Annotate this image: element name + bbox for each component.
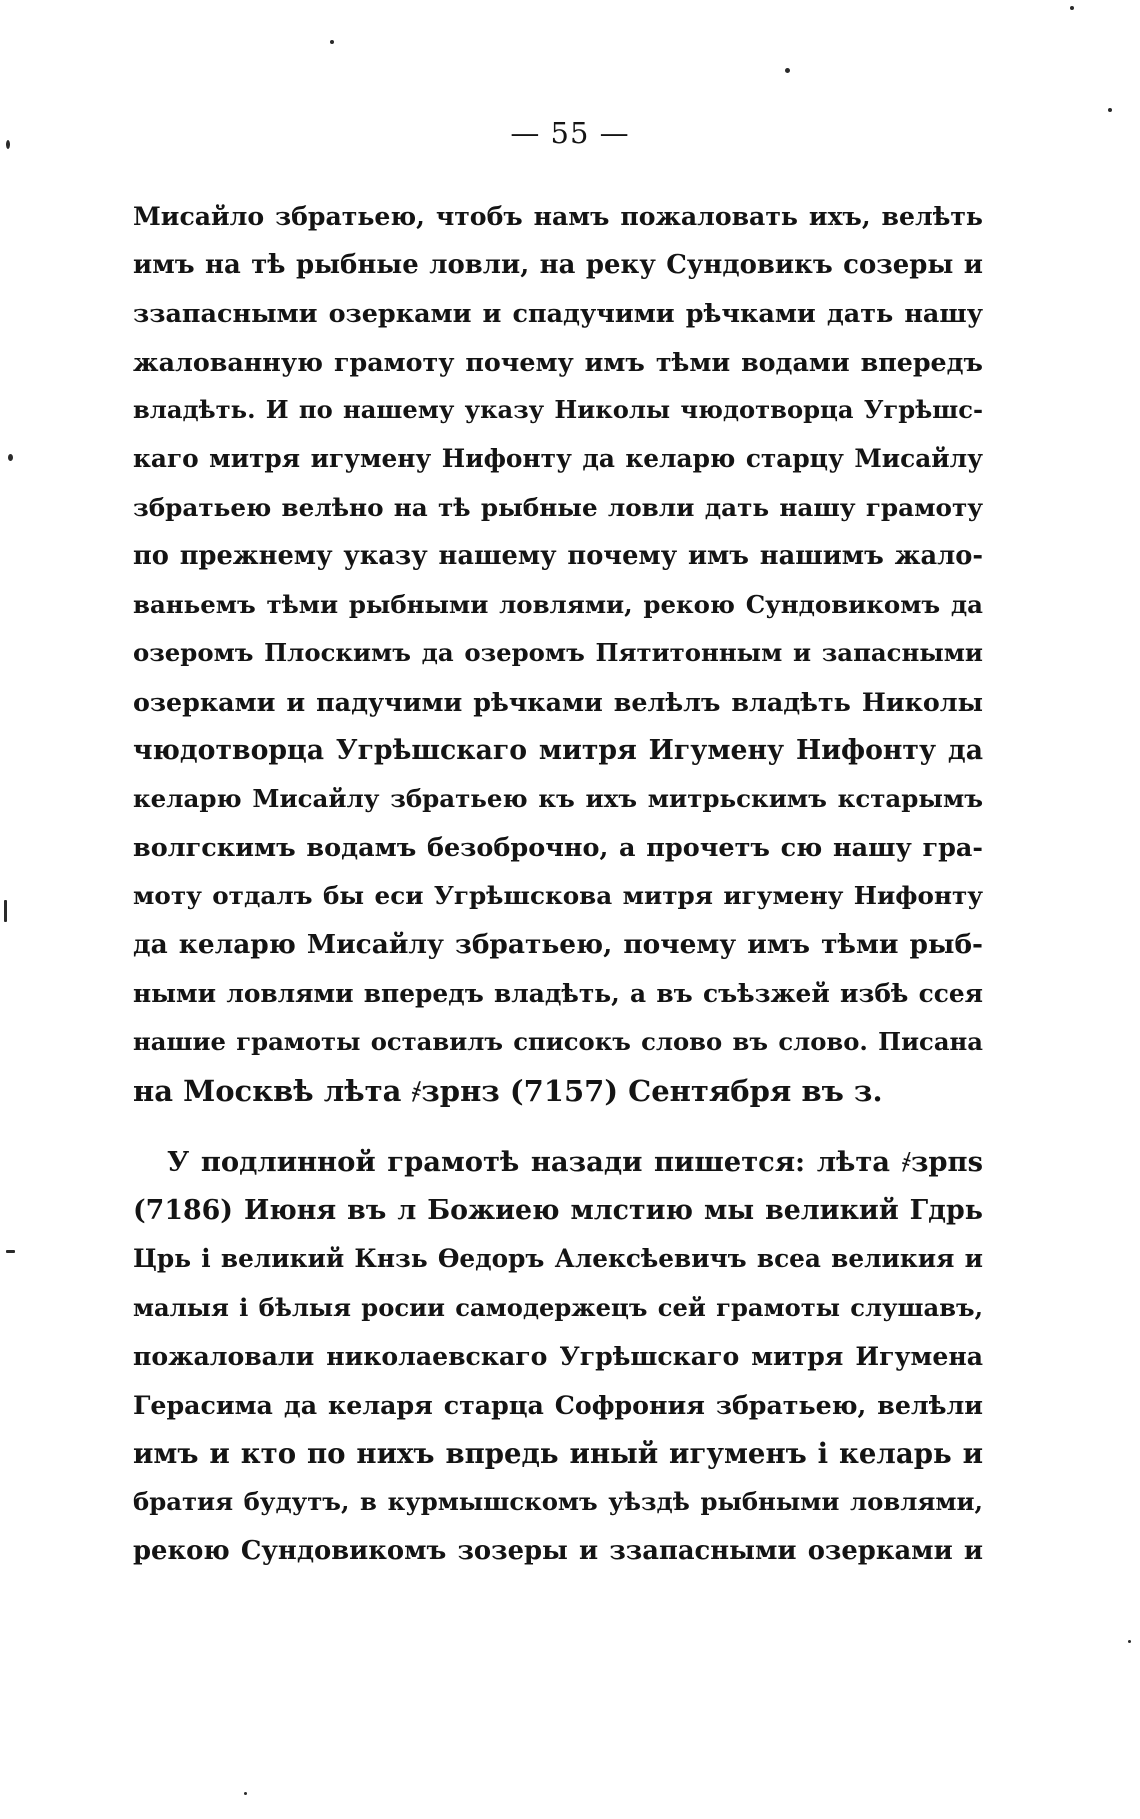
scan-speck xyxy=(330,40,334,44)
text-line: келарю Мисайлу збратьею къ ихъ митрьскимъ кстарымъ xyxy=(133,784,983,814)
text-line: збратьею велѣно на тѣ рыбные ловли дать нашу грамоту xyxy=(133,492,983,522)
text-line: ззапасными озерками и спадучими рѣчками дать нашу xyxy=(133,298,983,329)
text-line: на Москвѣ лѣта ҂зрнз (7157) Сентября въ з. xyxy=(133,1073,883,1108)
page-number: — 55 — xyxy=(510,116,630,150)
text-line: по прежнему указу нашему почему имъ нашимъ жало- xyxy=(133,541,983,572)
text-line: каго митря игумену Нифонту да келарю старцу Мисайлу xyxy=(133,443,983,473)
scan-speck xyxy=(6,1250,15,1253)
text-line: (7186) Июня въ л Божиею млстию мы великий Гдрь xyxy=(133,1194,983,1226)
text-line: Црь і великий Кнзь Ѳедоръ Алексѣевичъ всеа великия и xyxy=(133,1244,983,1274)
text-line: владѣть. И по нашему указу Николы чюдотворца Угрѣшс- xyxy=(133,395,983,425)
text-line: озерками и падучими рѣчками велѣлъ владѣть Николы xyxy=(133,686,983,717)
text-line: пожаловали николаевскаго Угрѣшскаго митря Игумена xyxy=(133,1341,983,1372)
text-line: Герасима да келаря старца Софрония збратьею, велѣли xyxy=(133,1389,983,1420)
scan-speck xyxy=(785,68,790,73)
text-line: Мисайло збратьею, чтобъ намъ пожаловать ихъ, велѣть xyxy=(133,201,983,231)
scan-speck xyxy=(6,140,10,149)
text-line: имъ на тѣ рыбные ловли, на реку Сундовикъ созеры и xyxy=(133,249,983,280)
text-line: волгскимъ водамъ безоброчно, а прочетъ сю нашу гра- xyxy=(133,832,983,863)
text-line: моту отдалъ бы еси Угрѣшскова митря игумену Нифонту xyxy=(133,881,983,911)
text-line: ными ловлями впередъ владѣть, а въ съѣзжей избѣ ссея xyxy=(133,978,983,1008)
text-line: озеромъ Плоскимъ да озеромъ Пятитонным и запасными xyxy=(133,638,983,668)
scan-speck xyxy=(1070,6,1074,10)
paragraph-1 xyxy=(133,192,983,1115)
text-line: ваньемъ тѣми рыбными ловлями, рекою Сундовикомъ да xyxy=(133,589,983,619)
scan-speck xyxy=(4,900,7,922)
scan-speck xyxy=(1128,1640,1131,1643)
text-line: да келарю Мисайлу збратьею, почему имъ тѣми рыб- xyxy=(133,928,983,960)
scan-speck xyxy=(1108,108,1112,112)
paragraph-2 xyxy=(133,1138,983,1575)
scan-speck xyxy=(244,1792,247,1795)
text-line: малыя і бѣлыя росии самодержецъ сей грамоты слушавъ, xyxy=(133,1292,983,1322)
text-line: имъ и кто по нихъ впредь иный игуменъ і келарь и xyxy=(133,1437,983,1470)
text-line: чюдотворца Угрѣшскаго митря Игумену Нифонту да xyxy=(133,734,983,766)
text-line: нашие грамоты оставилъ списокъ слово въ слово. Писана xyxy=(133,1027,983,1057)
scan-speck xyxy=(8,454,13,461)
text-line: жалованную грамоту почему имъ тѣми водами впередъ xyxy=(133,346,983,377)
text-line: рекою Сундовикомъ зозеры и ззапасными озерками и xyxy=(133,1535,983,1566)
text-line: братия будутъ, в курмышскомъ уѣздѣ рыбными ловлями, xyxy=(133,1487,983,1517)
text-line: У подлинной грамотѣ назади пишется: лѣта ҂зрпѕ xyxy=(167,1146,983,1178)
